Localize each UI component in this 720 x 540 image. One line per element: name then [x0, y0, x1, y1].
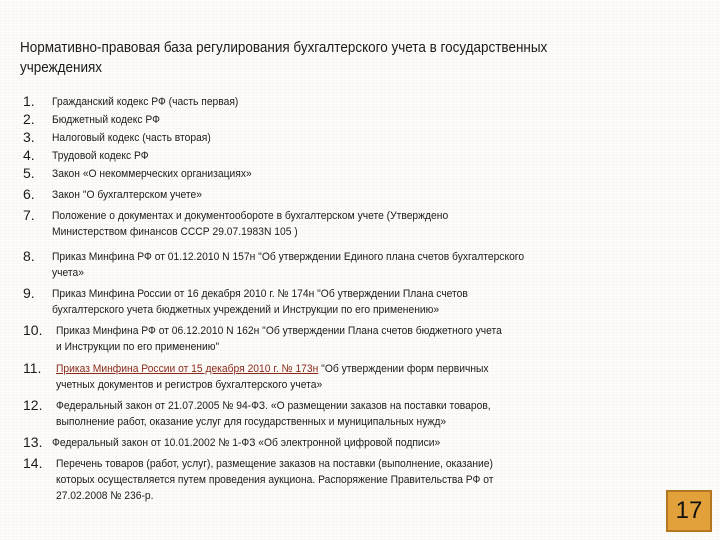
list-item-number: 2. — [23, 111, 35, 127]
slide-title: Нормативно-правовая база регулирования бухгалтерского учета в государственных учреждениях — [20, 40, 548, 76]
list-item-number: 8. — [23, 248, 35, 264]
list-item-text: Положение о документах и документообороте в бухгалтерском учете (Утверждено Министерством финансов СССР 29.07.1983N 105 ) — [52, 210, 449, 238]
list-item-text: Приказ Минфина РФ от 06.12.2010 N 162н "Об утверждении Плана счетов бюджетного учета и Инструкции по его применению" — [56, 325, 502, 353]
list-item-text-rest: "Об утверждении форм первичных учетных документов и регистров бухгалтерского учета» — [56, 363, 489, 391]
list-item-number: 1. — [23, 93, 35, 109]
list-item-number: 14. — [23, 455, 43, 471]
list-item-number: 12. — [23, 397, 43, 413]
list-item-text — [56, 361, 645, 393]
list-item-text: Федеральный закон от 21.07.2005 № 94-ФЗ. «О размещении заказов на поставки товаров, выполнение работ, оказание услуг для государственных и муниципальных нужд» — [56, 400, 491, 428]
list-item-text: Бюджетный кодекс РФ — [52, 114, 160, 126]
list-item-text: Перечень товаров (работ, услуг), размещение заказов на поставки (выполнение, оказание) которых осуществляется путем проведения аукциона. Распоряжение Правительства РФ от 27.02.2008 № 236-р. — [56, 458, 494, 502]
list-item-number: 10. — [23, 322, 43, 338]
list-item-text: Закон "О бухгалтерском учете» — [52, 189, 202, 201]
order-173n-link[interactable]: Приказ Минфина России от 15 декабря 2010 г. № 173н — [56, 363, 319, 375]
list-item-text: Закон «О некоммерческих организациях» — [52, 168, 252, 180]
list-item-number: 5. — [23, 165, 35, 181]
list-item-number: 3. — [23, 129, 35, 145]
list-item-text: Федеральный закон от 10.01.2002 № 1-ФЗ «Об электронной цифровой подписи» — [52, 437, 441, 449]
list-item-number: 4. — [23, 147, 35, 163]
page-number: 17 — [675, 497, 703, 524]
list-item-number: 9. — [23, 285, 35, 301]
page-number-badge — [666, 490, 712, 532]
list-item-text: Гражданский кодекс РФ (часть первая) — [52, 96, 239, 108]
list-item-text: Приказ Минфина России от 16 декабря 2010 г. № 174н "Об утверждении Плана счетов бухгалтерского учета бюджетных учреждений и Инструкции по его применению» — [52, 288, 468, 316]
list-item-number: 13. — [23, 434, 43, 450]
list-item-text: Приказ Минфина РФ от 01.12.2010 N 157н "Об утверждении Единого плана счетов бухгалтерского учета» — [52, 251, 525, 279]
list-item-text: Трудовой кодекс РФ — [52, 150, 149, 162]
list-item-number: 6. — [23, 186, 35, 202]
list-item-number: 7. — [23, 207, 35, 223]
list-item-number: 11. — [23, 360, 42, 376]
list-item-text: Налоговый кодекс (часть вторая) — [52, 132, 211, 144]
